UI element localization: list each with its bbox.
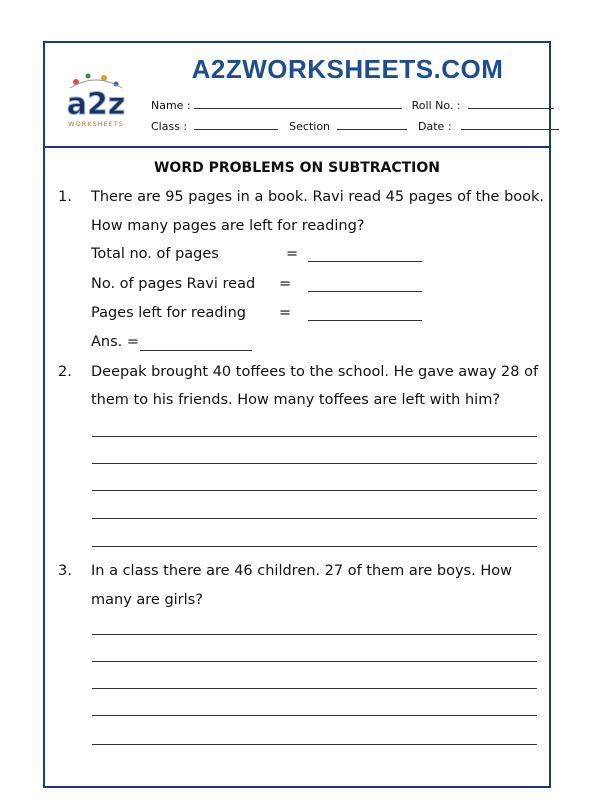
- q3-answer-line[interactable]: [92, 688, 537, 689]
- question-3-number: 3.: [58, 563, 72, 579]
- step-eq-left: =: [279, 305, 292, 321]
- q3-answer-line[interactable]: [92, 744, 537, 745]
- q2-answer-line[interactable]: [92, 436, 537, 437]
- step-eq-read: =: [279, 276, 292, 292]
- question-1-number: 1.: [58, 189, 72, 205]
- step-blank-total[interactable]: [308, 261, 422, 262]
- step-label-total: Total no. of pages: [91, 246, 219, 262]
- q3-answer-line[interactable]: [92, 715, 537, 716]
- q3-answer-line[interactable]: [92, 661, 537, 662]
- answer-blank[interactable]: [140, 350, 252, 351]
- question-3-line-1: In a class there are 46 children. 27 of them are boys. How: [91, 563, 512, 579]
- q2-answer-line[interactable]: [92, 490, 537, 491]
- q2-answer-line[interactable]: [92, 463, 537, 464]
- worksheet-border: [43, 41, 551, 788]
- step-blank-read[interactable]: [308, 291, 422, 292]
- class-label: Class :: [151, 120, 188, 133]
- q2-answer-line[interactable]: [92, 546, 537, 547]
- a2z-logo: [56, 70, 136, 130]
- question-2-line-1: Deepak brought 40 toffees to the school. He gave away 28 of: [91, 364, 539, 380]
- date-label: Date :: [418, 120, 452, 133]
- q3-answer-line[interactable]: [92, 634, 537, 635]
- roll-label: Roll No. :: [411, 99, 461, 112]
- question-2-line-2: them to his friends. How many toffees are left with him?: [91, 392, 501, 408]
- step-label-left: Pages left for reading: [91, 305, 246, 321]
- class-section-date-row: [151, 119, 559, 133]
- question-3-line-2: many are girls?: [91, 592, 203, 608]
- logo-subtext: WORKSHEETS: [68, 120, 124, 128]
- step-eq-total: =: [286, 246, 299, 262]
- worksheet-title: WORD PROBLEMS ON SUBTRACTION: [153, 160, 441, 176]
- section-field[interactable]: [337, 119, 407, 130]
- question-1-line-2: How many pages are left for reading?: [91, 218, 365, 234]
- name-field[interactable]: [194, 98, 402, 109]
- site-title: A2ZWORKSHEETS.COM: [191, 54, 504, 84]
- name-label: Name :: [151, 99, 191, 112]
- step-label-read: No. of pages Ravi read: [91, 276, 256, 292]
- name-roll-row: [151, 98, 554, 112]
- roll-field[interactable]: [468, 98, 554, 109]
- class-field[interactable]: [194, 119, 278, 130]
- logo-mark: a2z: [66, 87, 126, 122]
- date-field[interactable]: [461, 119, 559, 130]
- section-label: Section: [289, 120, 331, 133]
- question-2-number: 2.: [58, 364, 72, 380]
- question-1-line-1: There are 95 pages in a book. Ravi read 45 pages of the book.: [91, 189, 545, 205]
- q2-answer-line[interactable]: [92, 518, 537, 519]
- step-blank-left[interactable]: [308, 320, 422, 321]
- answer-label: Ans. =: [91, 334, 140, 350]
- header-divider: [43, 146, 551, 148]
